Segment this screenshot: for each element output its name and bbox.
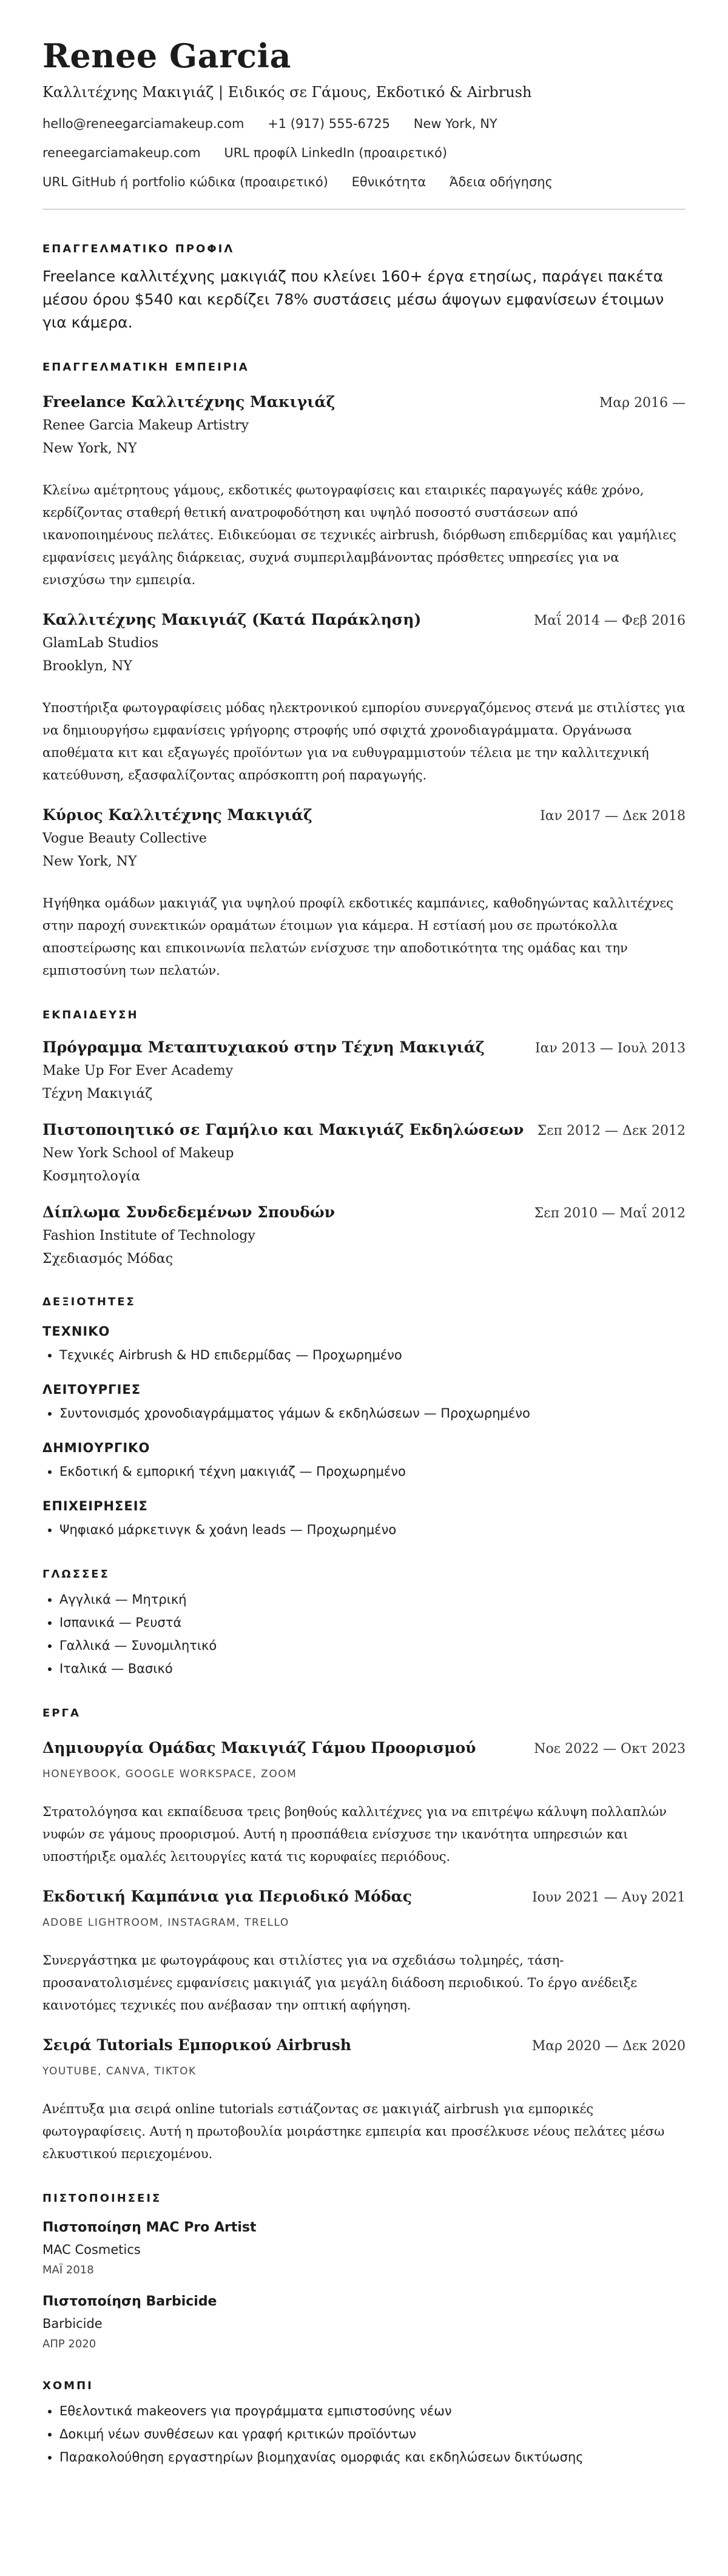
skill-list bbox=[42, 1460, 686, 1483]
job-description: Ηγήθηκα ομάδων μακιγιάζ για υψηλού προφίλ εκδοτικές καμπάνιες, καθοδηγώντας καλλιτέχνες στην παροχή συνεκτικών οραμάτων έτοιμων για κάμερα. Η εστίασή μου σε πρωτόκολλα αποστείρωσης και επικοινωνία πελατών ενίσχυσε την αποδοτικότητα της ομάδας και την εμπιστοσύνη των πελατών. bbox=[42, 896, 673, 978]
contact-row bbox=[42, 115, 686, 132]
skill-item: • Τεχνικές Airbrush & HD επιδερμίδας — Προχωρημένο bbox=[59, 1343, 686, 1367]
email-link[interactable]: hello@reneegarciamakeup.com bbox=[42, 116, 244, 131]
school-name: Make Up For Ever Academy bbox=[42, 1063, 234, 1078]
language-item: • Ιταλικά — Βασικό bbox=[59, 1657, 686, 1680]
cert-date: ΜΑΪ 2018 bbox=[42, 2264, 94, 2276]
project-date: Νοε 2022 — Οκτ 2023 bbox=[534, 1741, 686, 1757]
location-text: New York, NY bbox=[413, 116, 497, 131]
hobby-list bbox=[42, 2399, 686, 2469]
field-of-study: Τέχνη Μακιγιάζ bbox=[42, 1086, 153, 1101]
skill-category: ΤΕΧΝΙΚΟ bbox=[42, 1324, 110, 1339]
candidate-tagline: Καλλιτέχνης Μακιγιάζ | Ειδικός σε Γάμους, Εκδοτικό & Airbrush bbox=[42, 84, 532, 101]
phone-number[interactable]: +1 (917) 555-6725 bbox=[268, 116, 391, 131]
field-of-study: Σχεδιασμός Μόδας bbox=[42, 1251, 174, 1266]
project-entry bbox=[42, 2035, 686, 2165]
skill-category: ΛΕΙΤΟΥΡΓΙΕΣ bbox=[42, 1382, 141, 1397]
degree-title: Πιστοποιητικό σε Γαμήλιο και Μακιγιάζ Εκδηλώσεων bbox=[42, 1121, 524, 1138]
education-entry bbox=[42, 1120, 686, 1186]
project-description: Στρατολόγησα και εκπαίδευσα τρεις βοηθούς καλλιτέχνες για να επιτρέψω κάλυψη πολλαπλών νυφών σε γάμους προορισμού. Αυτή η προσπάθεια ενίσχυσε την ικανότητα υπηρεσιών και υποστήριξε ομαλές λειτουργίες κατά τις κορυφαίες περιόδους. bbox=[42, 1804, 667, 1864]
language-list bbox=[42, 1588, 686, 1680]
job-title: Καλλιτέχνης Μακιγιάζ (Κατά Παράκληση) bbox=[42, 611, 422, 628]
nationality-placeholder: Εθνικότητα bbox=[351, 175, 426, 189]
job-company: Vogue Beauty Collective bbox=[42, 831, 207, 846]
degree-title: Πρόγραμμα Μεταπτυχιακού στην Τέχνη Μακιγιάζ bbox=[42, 1038, 485, 1056]
language-item: • Γαλλικά — Συνομιλητικό bbox=[59, 1634, 686, 1657]
job-location: New York, NY bbox=[42, 441, 137, 456]
skill-item: • Ψηφιακό μάρκετινγκ & χοάνη leads — Προχωρημένο bbox=[59, 1518, 686, 1541]
skill-item: • Συντονισμός χρονοδιαγράμματος γάμων & εκδηλώσεων — Προχωρημένο bbox=[59, 1402, 686, 1425]
cert-date: ΑΠΡ 2020 bbox=[42, 2338, 96, 2350]
github-placeholder: URL GitHub ή portfolio κώδικα (προαιρετικό) bbox=[42, 175, 328, 189]
skill-list bbox=[42, 1518, 686, 1541]
field-of-study: Κοσμητολογία bbox=[42, 1169, 141, 1184]
header-divider bbox=[42, 209, 686, 210]
cert-issuer: Barbicide bbox=[42, 2316, 103, 2331]
language-item: • Αγγλικά — Μητρική bbox=[59, 1588, 686, 1611]
project-title: Δημιουργία Ομάδας Μακιγιάζ Γάμου Προορισμού bbox=[42, 1739, 476, 1757]
language-item: • Ισπανικά — Ρευστά bbox=[59, 1611, 686, 1634]
hobby-item: • Παρακολούθηση εργαστηρίων βιομηχανίας ομορφιάς και εκδηλώσεων δικτύωσης bbox=[59, 2446, 686, 2469]
license-placeholder: Άδεια οδήγησης bbox=[449, 175, 553, 189]
skill-category: ΔΗΜΙΟΥΡΓΙΚΟ bbox=[42, 1441, 150, 1455]
project-entry bbox=[42, 1738, 686, 1868]
project-tools: YOUTUBE, CANVA, TIKTOK bbox=[42, 2065, 197, 2077]
candidate-name: Renee Garcia bbox=[42, 36, 291, 75]
project-tools: ADOBE LIGHTROOM, INSTAGRAM, TRELLO bbox=[42, 1917, 289, 1929]
section-heading-experience: ΕΠΑΓΓΕΛΜΑΤΙΚΗ ΕΜΠΕΙΡΙΑ bbox=[42, 361, 249, 374]
experience-entry bbox=[42, 805, 686, 982]
project-description: Ανέπτυξα μια σειρά online tutorials εστιάζοντας σε μακιγιάζ airbrush για εμπορικές φωτογραφίσεις. Αυτή η πρωτοβουλία μοιράστηκε εμπειρία και προσέλκυσε νέους πελάτες μέσω ελκυστικού περιεχομένου. bbox=[42, 2102, 665, 2161]
project-description: Συνεργάστηκα με φωτογράφους και στιλίστες για να σχεδιάσω τολμηρές, τάση-προσανατολισμένες εμφανίσεις μακιγιάζ για μεγάλη διάδοση περιοδικού. Το έργο ανέδειξε καινοτόμες τεχνικές που ανέβασαν την οπτική αφήγηση. bbox=[42, 1953, 638, 2013]
website-link[interactable]: reneegarciamakeup.com bbox=[42, 146, 201, 160]
education-entry bbox=[42, 1037, 686, 1104]
skill-list bbox=[42, 1402, 686, 1425]
degree-title: Δίπλωμα Συνδεδεμένων Σπουδών bbox=[42, 1203, 335, 1221]
project-title: Σειρά Tutorials Εμπορικού Airbrush bbox=[42, 2036, 352, 2054]
project-date: Ιουν 2021 — Αυγ 2021 bbox=[531, 1890, 686, 1905]
project-title: Εκδοτική Καμπάνια για Περιοδικό Μόδας bbox=[42, 1888, 412, 1905]
school-name: Fashion Institute of Technology bbox=[42, 1228, 255, 1243]
skill-category: ΕΠΙΧΕΙΡΗΣΕΙΣ bbox=[42, 1499, 148, 1513]
job-company: GlamLab Studios bbox=[42, 636, 159, 651]
job-date: Μαΐ 2014 — Φεβ 2016 bbox=[533, 613, 686, 628]
contact-row bbox=[42, 144, 686, 161]
project-tools: HONEYBOOK, GOOGLE WORKSPACE, ZOOM bbox=[42, 1768, 297, 1780]
degree-date: Ιαν 2013 — Ιουλ 2013 bbox=[534, 1041, 686, 1056]
section-heading-skills: ΔΕΞΙΟΤΗΤΕΣ bbox=[42, 1296, 136, 1308]
job-title: Freelance Καλλιτέχνης Μακιγιάζ bbox=[42, 393, 335, 411]
job-title: Κύριος Καλλιτέχνης Μακιγιάζ bbox=[42, 806, 312, 824]
section-heading-projects: ΕΡΓΑ bbox=[42, 1707, 81, 1720]
cert-title: Πιστοποίηση MAC Pro Artist bbox=[42, 2220, 257, 2235]
section-heading-certifications: ΠΙΣΤΟΠΟΙΗΣΕΙΣ bbox=[42, 2192, 162, 2205]
certification-entry bbox=[42, 2218, 686, 2279]
degree-date: Σεπ 2012 — Δεκ 2012 bbox=[537, 1123, 686, 1138]
education-entry bbox=[42, 1202, 686, 1269]
hobby-item: • Δοκιμή νέων συνθέσεων και γραφή κριτικών προϊόντων bbox=[59, 2423, 686, 2446]
hobby-item: • Εθελοντικά makeovers για προγράμματα εμπιστοσύνης νέων bbox=[59, 2399, 686, 2423]
degree-date: Σεπ 2010 — Μαΐ 2012 bbox=[534, 1206, 686, 1221]
experience-entry bbox=[42, 610, 686, 787]
skill-item: • Εκδοτική & εμπορική τέχνη μακιγιάζ — Προχωρημένο bbox=[59, 1460, 686, 1483]
project-entry bbox=[42, 1886, 686, 2017]
linkedin-placeholder: URL προφίλ LinkedIn (προαιρετικό) bbox=[224, 146, 448, 160]
section-heading-languages: ΓΛΩΣΣΕΣ bbox=[42, 1568, 110, 1581]
job-location: New York, NY bbox=[42, 854, 137, 869]
section-heading-profile: ΕΠΑΓΓΕΛΜΑΤΙΚΟ ΠΡΟΦΙΛ bbox=[42, 243, 235, 255]
profile-summary: Freelance καλλιτέχνης μακιγιάζ που κλείνει 160+ έργα ετησίως, παράγει πακέτα μέσου όρου $540 και κερδίζει 78% συστάσεις μέσω άψογων εμφανίσεων έτοιμων για κάμερα. bbox=[42, 267, 664, 331]
skill-list bbox=[42, 1343, 686, 1367]
cert-issuer: MAC Cosmetics bbox=[42, 2242, 141, 2257]
experience-entry bbox=[42, 392, 686, 591]
certification-entry bbox=[42, 2292, 686, 2353]
job-description: Υποστήριξα φωτογραφίσεις μόδας ηλεκτρονικού εμπορίου συνεργαζόμενος στενά με στιλίστες για να δημιουργήσω εμφανίσεις γρήγορης στροφής υπό σφιχτά χρονοδιαγράμματα. Οργάνωσα αποθέματα κιτ και εξαγωγές προϊόντων για να ευθυγραμμιστούν τέλεια με την καλλιτεχνική κατεύθυνση, εξασφαλίζοντας απρόσκοπτη ροή παραγωγής. bbox=[42, 701, 686, 782]
job-date: Ιαν 2017 — Δεκ 2018 bbox=[540, 809, 686, 824]
job-description: Κλείνω αμέτρητους γάμους, εκδοτικές φωτογραφίσεις και εταιρικές παραγωγές κάθε χρόνο, κερδίζοντας σταθερή θετική ανατροφοδότηση και υψηλό ποσοστό συστάσεων από ικανοποιημένους πελάτες. Ειδικεύομαι σε τεχνικές airbrush, διόρθωση επιδερμίδας και γαμήλιες εμφανίσεις μεγάλης διάρκειας, συχνά συμπεριλαμβάνοντας πρόσθετες υπηρεσίες για να ενισχύσω την εμπειρία. bbox=[42, 483, 676, 587]
school-name: New York School of Makeup bbox=[42, 1146, 234, 1161]
section-heading-education: ΕΚΠΑΙΔΕΥΣΗ bbox=[42, 1009, 139, 1021]
project-date: Μαρ 2020 — Δεκ 2020 bbox=[531, 2039, 686, 2054]
section-heading-hobbies: ΧΟΜΠΙ bbox=[42, 2379, 93, 2392]
job-company: Renee Garcia Makeup Artistry bbox=[42, 418, 249, 433]
cert-title: Πιστοποίηση Barbicide bbox=[42, 2294, 217, 2309]
job-location: Brooklyn, NY bbox=[42, 659, 132, 674]
contact-row bbox=[42, 173, 686, 190]
job-date: Μαρ 2016 — bbox=[599, 395, 686, 411]
